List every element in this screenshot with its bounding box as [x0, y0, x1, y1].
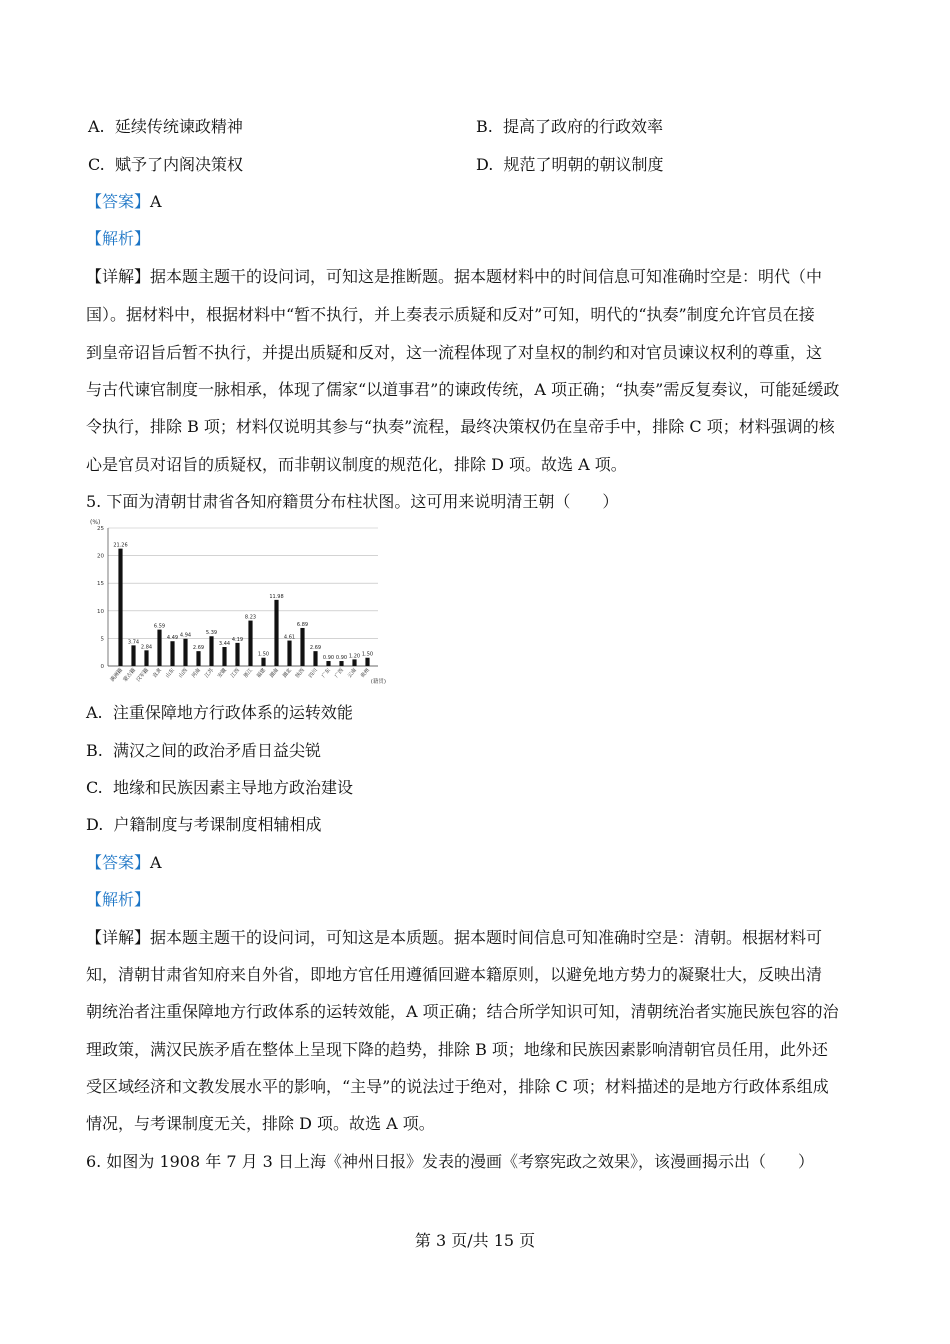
detail-q5-line-2: 知，清朝甘肃省知府来自外省，即地方官任用遵循回避本籍原则，以避免地方势力的凝聚壮大，反映出清 [86, 965, 823, 984]
bar-chart [88, 516, 388, 688]
y-tick-label: 25 [97, 526, 104, 532]
bar-value-label: 3.44 [218, 641, 231, 648]
x-tick-label: 广西 [333, 667, 346, 680]
x-tick-label: 山东 [164, 667, 177, 680]
analysis-tag: 【解析】 [86, 229, 151, 248]
answer-tag: 【答案】 [86, 853, 151, 872]
x-tick-label: 山西 [177, 667, 190, 680]
question-6: 6. 如图为 1908 年 7 月 3 日上海《神州日报》发表的漫画《考察宪政之效果》，该漫画揭示出（ ） [86, 1152, 814, 1171]
option-label: A. [86, 703, 103, 722]
option-label: D. [476, 155, 494, 174]
option-q5-c [86, 778, 353, 798]
bar [222, 647, 226, 666]
x-tick-label: 陕西 [294, 667, 307, 680]
bar [183, 639, 187, 666]
answer-value: A [150, 853, 162, 872]
option-text: 延续传统谏政精神 [114, 117, 243, 136]
bar [274, 600, 278, 666]
page-footer: 第 3 页/共 15 页 [414, 1231, 536, 1250]
bar-value-label: 2.69 [309, 645, 322, 652]
answer-q5 [86, 853, 162, 873]
option-label: C. [88, 155, 105, 174]
detail-q4-line-4: 与古代谏官制度一脉相承，体现了儒家“以道事君”的谏政传统，A 项正确；“执奏”需反复奏议，可能延缓政 [86, 380, 840, 399]
bar [118, 549, 122, 666]
bar [300, 628, 304, 666]
detail-q5-line-6: 情况，与考课制度无关，排除 D 项。故选 A 项。 [86, 1114, 435, 1133]
analysis-q4 [86, 229, 150, 249]
option-text: 地缘和民族因素主导地方政治建设 [112, 778, 353, 797]
bar [365, 658, 369, 666]
option-text: 赋予了内阁决策权 [114, 155, 243, 174]
x-tick-label: 广东 [320, 667, 333, 680]
bar-value-label: 1.50 [257, 651, 270, 658]
bar-value-label: 2.69 [192, 645, 205, 652]
bar-value-label: 1.50 [361, 651, 374, 658]
bar [326, 661, 330, 666]
option-label: C. [86, 778, 103, 797]
x-tick-label: 浙江 [242, 667, 255, 680]
x-tick-label: 云南 [346, 667, 359, 680]
analysis-q5 [86, 890, 150, 910]
x-tick-label: 河南 [190, 667, 203, 680]
x-tick-label: 湖北 [281, 667, 294, 680]
option-text: 户籍制度与考课制度相辅相成 [113, 815, 322, 834]
option-label: B. [86, 741, 103, 760]
bar-value-label: 1.20 [348, 653, 361, 660]
x-tick-label: 四川 [307, 667, 320, 680]
x-tick-label: 福建 [255, 667, 268, 680]
x-tick-label: 湖南 [268, 667, 281, 680]
x-tick-label: 江苏 [203, 667, 216, 680]
detail-q4-line-3: 到皇帝诏旨后暂不执行，并提出质疑和反对，这一流程体现了对皇权的制约和对官员谏议权利的尊重，这 [86, 343, 823, 362]
bar [196, 651, 200, 666]
answer-tag: 【答案】 [86, 192, 151, 211]
bar-value-label: 0.90 [335, 655, 348, 662]
bar-value-label: 6.59 [153, 623, 166, 630]
x-tick-label: 贵州 [359, 667, 372, 680]
detail-q4-line-2: 国）。据材料中，根据材料中“暂不执行，并上奏表示质疑和反对”可知，明代的“执奏”制度允许官员在接 [86, 305, 815, 324]
bar-value-label: 11.98 [269, 593, 284, 600]
detail-q5-line-3: 朝统治者注重保障地方行政体系的运转效能，A 项正确；结合所学知识可知，清朝统治者实施民族包容的治 [86, 1002, 839, 1021]
bar-value-label: 0.90 [322, 655, 335, 662]
detail-tag: 【详解】 [86, 928, 151, 947]
detail-q5-line-5: 受区域经济和文教发展水平的影响，“主导”的说法过于绝对，排除 C 项；材料描述的是地方行政体系组成 [86, 1077, 829, 1096]
option-q4-d [476, 155, 664, 175]
question-5: 5. 下面为清朝甘肃省各知府籍贯分布柱状图。这可用来说明清王朝（ ） [86, 492, 619, 511]
bar-value-label: 6.89 [296, 621, 309, 628]
x-tick-label: 直隶 [151, 667, 164, 680]
bar-value-label: 21.26 [113, 542, 128, 549]
option-q4-c [88, 155, 243, 175]
detail-q5-line-4: 理政策，满汉民族矛盾在整体上呈现下降的趋势，排除 B 项；地缘和民族因素影响清朝官员任用，此外还 [86, 1040, 828, 1059]
bar [131, 645, 135, 666]
option-text: 注重保障地方行政体系的运转效能 [112, 703, 353, 722]
bar [170, 641, 174, 666]
bar-value-label: 4.61 [283, 634, 296, 641]
detail-text: 据本题主题干的设问词，可知这是本质题。据本题时间信息可知准确时空是：清朝。根据材料可 [150, 928, 823, 947]
bar [313, 651, 317, 666]
x-tick-label: 满洲籍 [109, 667, 125, 684]
bar-value-label: 3.74 [127, 639, 140, 646]
x-tick-label: 安徽 [216, 667, 229, 680]
detail-tag: 【详解】 [86, 267, 151, 286]
y-axis-label: (%) [90, 519, 101, 526]
bar-value-label: 4.19 [231, 636, 244, 643]
y-tick-label: 5 [100, 636, 104, 643]
bar [157, 630, 161, 666]
bar-value-label: 8.23 [244, 614, 257, 621]
bar [235, 643, 239, 666]
x-axis-label: (籍贯) [370, 679, 386, 685]
bar [248, 621, 252, 666]
bar-value-label: 5.39 [205, 630, 218, 637]
option-text: 满汉之间的政治矛盾日益尖锐 [113, 741, 322, 760]
detail-q5-line-1 [86, 928, 822, 948]
option-q5-b [86, 741, 321, 761]
option-label: B. [476, 117, 493, 136]
answer-q4 [86, 192, 162, 212]
bar [261, 658, 265, 666]
y-tick-label: 0 [100, 664, 104, 670]
bar [287, 641, 291, 666]
analysis-tag: 【解析】 [86, 890, 151, 909]
option-q4-b [476, 117, 663, 137]
x-tick-label: 江西 [229, 667, 242, 680]
option-label: D. [86, 815, 104, 834]
detail-text: 据本题主题干的设问词，可知这是推断题。据本题材料中的时间信息可知准确时空是：明代（中 [150, 267, 823, 286]
option-text: 提高了政府的行政效率 [503, 117, 664, 136]
answer-value: A [150, 192, 162, 211]
y-tick-label: 10 [97, 608, 104, 615]
y-tick-label: 15 [97, 581, 104, 588]
bar [209, 636, 213, 666]
y-tick-label: 20 [97, 553, 104, 560]
option-text: 规范了明朝的朝议制度 [503, 155, 664, 174]
detail-q4-line-1 [86, 267, 822, 287]
option-q4-a [88, 117, 243, 137]
x-tick-label: 蒙古籍 [122, 667, 138, 684]
detail-q4-line-6: 心是官员对诏旨的质疑权，而非朝议制度的规范化，排除 D 项。故选 A 项。 [86, 455, 627, 474]
option-q5-d [86, 815, 322, 835]
detail-q4-line-5: 令执行，排除 B 项；材料仅说明其参与“执奏”流程，最终决策权仍在皇帝手中，排除 C 项；材料强调的核 [86, 417, 835, 436]
option-q5-a [86, 703, 353, 723]
x-tick-label: 汉军籍 [135, 667, 151, 684]
bar-value-label: 2.84 [140, 644, 153, 651]
bar-value-label: 4.49 [166, 635, 179, 642]
bar-value-label: 4.94 [179, 632, 192, 639]
bar [352, 659, 356, 666]
option-label: A. [88, 117, 105, 136]
bar [339, 661, 343, 666]
bar [144, 650, 148, 666]
